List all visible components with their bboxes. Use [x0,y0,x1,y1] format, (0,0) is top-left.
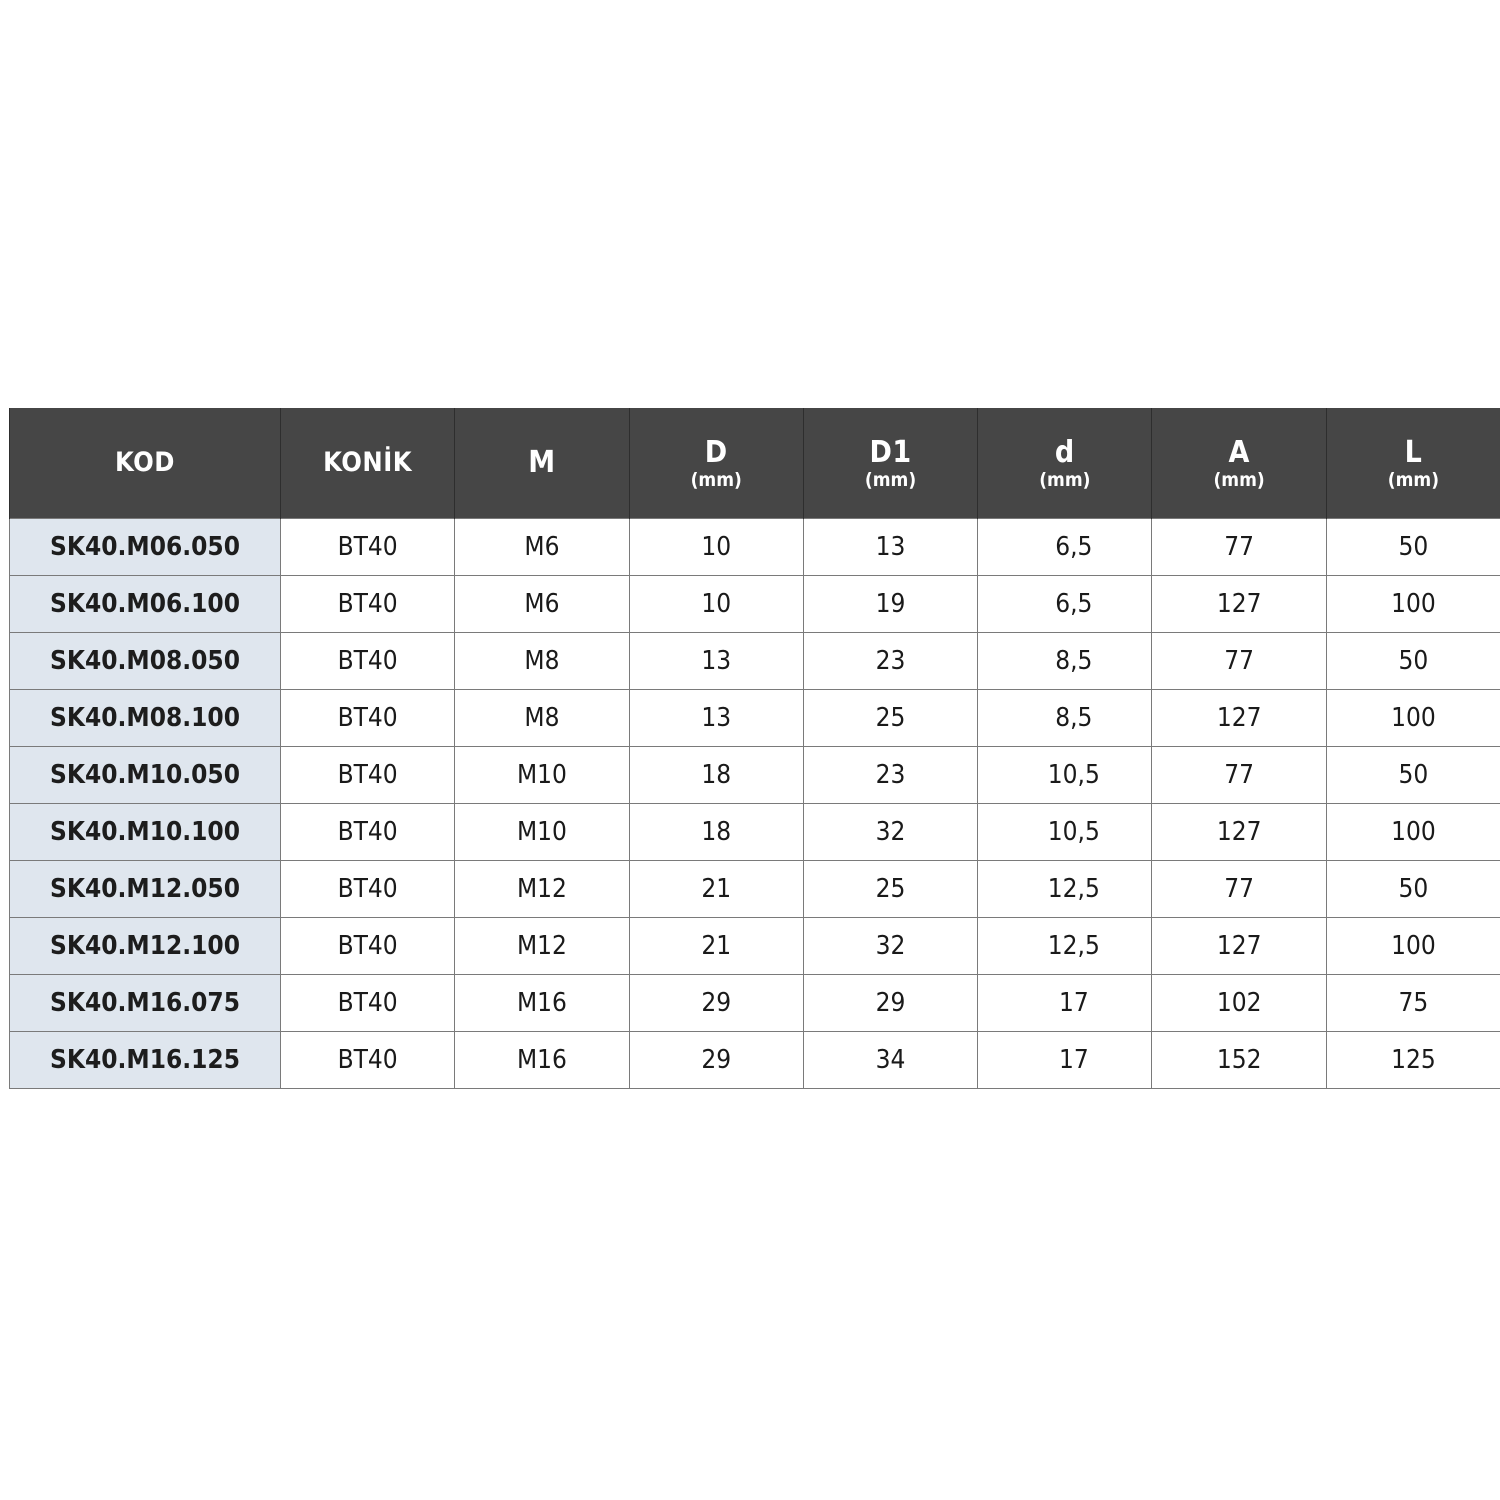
header-l [1326,408,1500,519]
diameter-d-cell: 18 [629,804,803,861]
diameter-d1-cell: 25 [803,861,977,918]
header-m [455,408,629,519]
bore-d-cell: 17 [978,975,1152,1032]
header-unit: (mm) [864,468,917,491]
table-row [10,861,1500,918]
thread-cell: M10 [455,747,629,804]
header-unit: (mm) [1387,468,1440,491]
bore-d-cell: 8,5 [978,690,1152,747]
taper-cell: BT40 [281,975,455,1032]
table-row [10,1032,1500,1089]
length-a-cell: 152 [1152,1032,1326,1089]
taper-cell: BT40 [281,747,455,804]
diameter-d1-cell: 25 [803,690,977,747]
table-row [10,633,1500,690]
table-row [10,690,1500,747]
diameter-d-cell: 10 [629,576,803,633]
length-a-cell: 77 [1152,633,1326,690]
length-a-cell: 127 [1152,804,1326,861]
length-l-cell: 50 [1326,519,1500,576]
length-l-cell: 125 [1326,1032,1500,1089]
length-a-cell: 127 [1152,918,1326,975]
bore-d-cell: 12,5 [978,918,1152,975]
taper-cell: BT40 [281,1032,455,1089]
product-code-cell: SK40.M10.100 [10,804,281,861]
table-header [10,408,1500,519]
length-a-cell: 77 [1152,861,1326,918]
table-row [10,747,1500,804]
length-l-cell: 100 [1326,690,1500,747]
length-a-cell: 102 [1152,975,1326,1032]
header-row [10,408,1500,519]
product-code-cell: SK40.M12.050 [10,861,281,918]
taper-cell: BT40 [281,690,455,747]
table-row [10,519,1500,576]
table-row [10,918,1500,975]
bore-d-cell: 6,5 [978,576,1152,633]
table-row [10,576,1500,633]
product-code-cell: SK40.M06.050 [10,519,281,576]
product-code-cell: SK40.M12.100 [10,918,281,975]
length-l-cell: 75 [1326,975,1500,1032]
header-konik [281,408,455,519]
thread-cell: M12 [455,918,629,975]
length-l-cell: 50 [1326,747,1500,804]
header-unit: (mm) [1213,468,1265,491]
taper-cell: BT40 [281,804,455,861]
diameter-d1-cell: 23 [803,747,977,804]
product-code-cell: SK40.M16.125 [10,1032,281,1089]
diameter-d-cell: 29 [629,1032,803,1089]
diameter-d-cell: 29 [629,975,803,1032]
thread-cell: M16 [455,1032,629,1089]
thread-cell: M12 [455,861,629,918]
thread-cell: M8 [455,633,629,690]
header-label: L [1404,434,1423,470]
diameter-d-cell: 10 [629,519,803,576]
diameter-d1-cell: 19 [803,576,977,633]
bore-d-cell: 17 [978,1032,1152,1089]
taper-cell: BT40 [281,576,455,633]
length-l-cell: 100 [1326,804,1500,861]
header-label: D1 [869,434,912,470]
header-kod [10,408,281,519]
header-label: M [528,445,556,480]
bore-d-cell: 10,5 [978,747,1152,804]
diameter-d-cell: 13 [629,690,803,747]
length-l-cell: 100 [1326,576,1500,633]
diameter-d1-cell: 32 [803,918,977,975]
header-unit: (mm) [690,468,742,491]
header-label: D [704,434,728,470]
diameter-d1-cell: 23 [803,633,977,690]
diameter-d-cell: 13 [629,633,803,690]
thread-cell: M6 [455,576,629,633]
bore-d-cell: 8,5 [978,633,1152,690]
header-label: KOD [115,447,175,478]
product-code-cell: SK40.M16.075 [10,975,281,1032]
diameter-d1-cell: 29 [803,975,977,1032]
thread-cell: M8 [455,690,629,747]
product-code-cell: SK40.M10.050 [10,747,281,804]
diameter-d1-cell: 13 [803,519,977,576]
bore-d-cell: 10,5 [978,804,1152,861]
length-l-cell: 100 [1326,918,1500,975]
product-code-cell: SK40.M06.100 [10,576,281,633]
header-d-upper [629,408,803,519]
diameter-d1-cell: 32 [803,804,977,861]
length-a-cell: 77 [1152,519,1326,576]
bore-d-cell: 6,5 [978,519,1152,576]
length-a-cell: 77 [1152,747,1326,804]
table-body [10,519,1500,1089]
product-code-cell: SK40.M08.050 [10,633,281,690]
header-d-lower [978,408,1152,519]
taper-cell: BT40 [281,861,455,918]
thread-cell: M16 [455,975,629,1032]
taper-cell: BT40 [281,918,455,975]
header-a [1152,408,1326,519]
length-l-cell: 50 [1326,633,1500,690]
table-row [10,804,1500,861]
thread-cell: M10 [455,804,629,861]
thread-cell: M6 [455,519,629,576]
header-unit: (mm) [1039,468,1091,491]
product-code-cell: SK40.M08.100 [10,690,281,747]
diameter-d-cell: 18 [629,747,803,804]
diameter-d-cell: 21 [629,861,803,918]
spec-table [9,408,1500,1089]
table-row [10,975,1500,1032]
header-label: A [1228,434,1250,470]
header-d1 [803,408,977,519]
taper-cell: BT40 [281,633,455,690]
length-a-cell: 127 [1152,690,1326,747]
diameter-d-cell: 21 [629,918,803,975]
length-l-cell: 50 [1326,861,1500,918]
taper-cell: BT40 [281,519,455,576]
bore-d-cell: 12,5 [978,861,1152,918]
header-label: KONİK [323,447,413,478]
header-label: d [1054,434,1075,470]
diameter-d1-cell: 34 [803,1032,977,1089]
length-a-cell: 127 [1152,576,1326,633]
